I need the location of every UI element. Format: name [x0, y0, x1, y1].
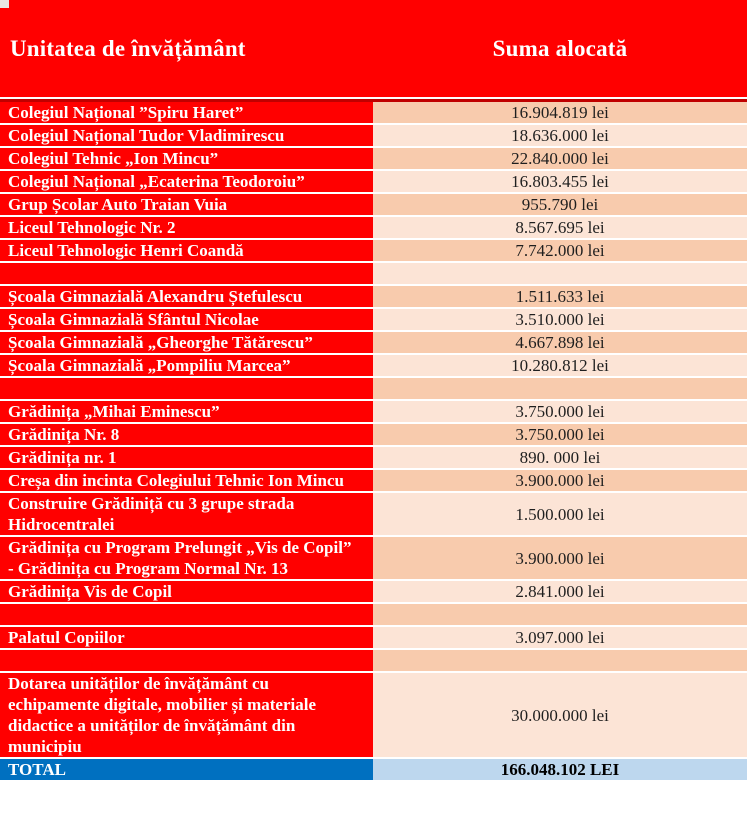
school-name-cell: Școala Gimnazială „Pompiliu Marcea” — [0, 355, 373, 376]
table-row — [0, 194, 747, 215]
allocated-amount-cell: 8.567.695 lei — [373, 217, 747, 238]
table-body — [0, 99, 747, 757]
header-unit-column: Unitatea de învățământ — [10, 35, 246, 61]
allocated-amount-cell: 7.742.000 lei — [373, 240, 747, 261]
allocated-amount-cell: 890. 000 lei — [373, 447, 747, 468]
school-name-cell — [0, 263, 373, 284]
school-name-cell: Palatul Copiilor — [0, 627, 373, 648]
school-name-cell — [0, 650, 373, 671]
allocated-amount-cell: 22.840.000 lei — [373, 148, 747, 169]
table-row — [0, 171, 747, 192]
allocated-amount-cell: 16.803.455 lei — [373, 171, 747, 192]
table-row — [0, 263, 747, 284]
allocated-amount-cell — [373, 650, 747, 671]
school-name-cell: Grădinița nr. 1 — [0, 447, 373, 468]
allocated-amount-cell: 4.667.898 lei — [373, 332, 747, 353]
school-name-cell: Colegiul Național ”Spiru Haret” — [0, 102, 373, 123]
allocated-amount-cell: 3.510.000 lei — [373, 309, 747, 330]
school-name-cell: Grădinița cu Program Prelungit „Vis de Copil” - Grădinița cu Program Normal Nr. 13 — [0, 537, 373, 579]
school-name-cell: Colegiul Tehnic „Ion Mincu” — [0, 148, 373, 169]
allocated-amount-cell: 3.900.000 lei — [373, 470, 747, 491]
table-row — [0, 493, 747, 535]
table-row — [0, 125, 747, 146]
table-row — [0, 627, 747, 648]
school-name-cell — [0, 604, 373, 625]
allocated-amount-cell: 30.000.000 lei — [373, 673, 747, 757]
allocated-amount-cell: 3.900.000 lei — [373, 537, 747, 579]
allocated-amount-cell — [373, 378, 747, 399]
table-row — [0, 470, 747, 491]
allocated-amount-cell — [373, 263, 747, 284]
school-name-cell: Liceul Tehnologic Nr. 2 — [0, 217, 373, 238]
school-name-cell — [0, 378, 373, 399]
table-row — [0, 102, 747, 123]
allocated-amount-cell: 10.280.812 lei — [373, 355, 747, 376]
school-name-cell: Școala Gimnazială Sfântul Nicolae — [0, 309, 373, 330]
allocated-amount-cell: 1.511.633 lei — [373, 286, 747, 307]
table-row — [0, 378, 747, 399]
school-name-cell: Grădinița Vis de Copil — [0, 581, 373, 602]
total-row — [0, 759, 747, 780]
allocated-amount-cell: 18.636.000 lei — [373, 125, 747, 146]
allocated-amount-cell — [373, 604, 747, 625]
allocated-amount-cell: 2.841.000 lei — [373, 581, 747, 602]
table-row — [0, 604, 747, 625]
table-row — [0, 240, 747, 261]
allocated-amount-cell: 3.097.000 lei — [373, 627, 747, 648]
header-amount-column: Suma alocată — [492, 35, 628, 61]
table-row — [0, 581, 747, 602]
school-name-cell: Colegiul Național Tudor Vladimirescu — [0, 125, 373, 146]
total-amount: 166.048.102 LEI — [373, 759, 747, 780]
table-row — [0, 447, 747, 468]
allocated-amount-cell: 16.904.819 lei — [373, 102, 747, 123]
school-name-cell: Școala Gimnazială Alexandru Ștefulescu — [0, 286, 373, 307]
table-row — [0, 309, 747, 330]
school-name-cell: Grup Școlar Auto Traian Vuia — [0, 194, 373, 215]
school-name-cell: Dotarea unităților de învățământ cu echipamente digitale, mobilier și materiale didactice a unităților de învățământ din municipiu — [0, 673, 373, 757]
allocated-amount-cell: 955.790 lei — [373, 194, 747, 215]
school-name-cell: Creșa din incinta Colegiului Tehnic Ion Mincu — [0, 470, 373, 491]
school-name-cell: Colegiul Național „Ecaterina Teodoroiu” — [0, 171, 373, 192]
table-row — [0, 217, 747, 238]
table-row — [0, 332, 747, 353]
table-row — [0, 650, 747, 671]
table-row — [0, 355, 747, 376]
table-row — [0, 401, 747, 422]
school-name-cell: Grădinița Nr. 8 — [0, 424, 373, 445]
school-name-cell: Școala Gimnazială „Gheorghe Tătărescu” — [0, 332, 373, 353]
corner-artifact — [0, 0, 9, 8]
table-row — [0, 148, 747, 169]
school-name-cell: Construire Grădiniță cu 3 grupe strada Hidrocentralei — [0, 493, 373, 535]
school-name-cell: Liceul Tehnologic Henri Coandă — [0, 240, 373, 261]
allocated-amount-cell: 1.500.000 lei — [373, 493, 747, 535]
table-row — [0, 286, 747, 307]
school-name-cell: Grădinița „Mihai Eminescu” — [0, 401, 373, 422]
allocated-amount-cell: 3.750.000 lei — [373, 401, 747, 422]
table-row — [0, 537, 747, 579]
total-label: TOTAL — [0, 759, 373, 780]
table-row — [0, 424, 747, 445]
allocated-amount-cell: 3.750.000 lei — [373, 424, 747, 445]
table-header — [0, 0, 747, 97]
table-row — [0, 673, 747, 757]
